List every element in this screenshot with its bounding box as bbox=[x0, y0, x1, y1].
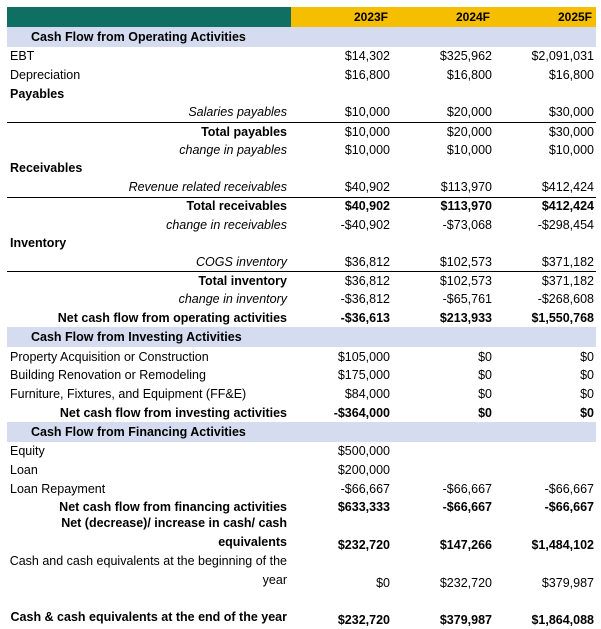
table-row bbox=[7, 215, 596, 234]
cell-value: $412,424 bbox=[541, 180, 594, 195]
year-header: 2023F bbox=[291, 7, 392, 27]
cell-value: $36,812 bbox=[344, 254, 390, 269]
table-row bbox=[7, 178, 596, 197]
cell-value: $105,000 bbox=[337, 349, 390, 364]
cell-value: $633,333 bbox=[337, 500, 390, 515]
cell-value: $1,484,102 bbox=[531, 538, 594, 553]
section-title: Cash Flow from Operating Activities bbox=[31, 30, 246, 44]
row-label: Salaries payables bbox=[188, 105, 287, 120]
row-label: Depreciation bbox=[10, 68, 81, 83]
cell-value: $40,902 bbox=[344, 199, 390, 214]
subheading-label: Inventory bbox=[10, 236, 67, 251]
cell-value: $371,182 bbox=[541, 254, 594, 269]
section-title: Cash Flow from Investing Activities bbox=[31, 330, 242, 345]
cell-value: $0 bbox=[376, 575, 390, 590]
summary-row bbox=[7, 554, 596, 591]
row-label: Cash & cash equivalents at the end of the year bbox=[10, 609, 287, 624]
year-header: 2024F bbox=[392, 7, 494, 27]
total-row bbox=[7, 197, 596, 216]
row-label: Building Renovation or Remodeling bbox=[10, 368, 206, 383]
header-row bbox=[7, 7, 596, 27]
table-row bbox=[7, 442, 596, 461]
table-row bbox=[7, 366, 596, 385]
cell-value: $232,720 bbox=[337, 612, 390, 627]
row-label: Equity bbox=[10, 444, 45, 459]
table-row bbox=[7, 103, 596, 122]
cell-value: $113,970 bbox=[440, 199, 492, 214]
table-row bbox=[7, 461, 596, 480]
subheading-row bbox=[7, 84, 596, 103]
subheading-label: Payables bbox=[10, 86, 65, 101]
cell-value: -$66,667 bbox=[544, 500, 594, 515]
table-row bbox=[7, 347, 596, 366]
cell-value: -$66,667 bbox=[340, 481, 390, 496]
row-label: Furniture, Fixtures, and Equipment (FF&E) bbox=[10, 387, 247, 402]
cell-value: $213,933 bbox=[439, 310, 492, 325]
net-total-row bbox=[7, 403, 596, 422]
row-label: Loan Repayment bbox=[10, 481, 106, 496]
cell-value: $36,812 bbox=[344, 274, 390, 289]
cell-value: $10,000 bbox=[446, 142, 492, 157]
table-row bbox=[7, 140, 596, 159]
cell-value: $232,720 bbox=[439, 575, 492, 590]
cell-value: $16,800 bbox=[446, 68, 492, 83]
summary-row bbox=[7, 517, 596, 554]
row-label: EBT bbox=[10, 49, 35, 64]
cell-value: $16,800 bbox=[344, 68, 390, 83]
section-title: Cash Flow from Financing Activities bbox=[31, 425, 246, 440]
cell-value: -$66,667 bbox=[442, 500, 492, 515]
cell-value: $200,000 bbox=[337, 463, 390, 478]
cell-value: $20,000 bbox=[446, 105, 492, 120]
table-row bbox=[7, 253, 596, 272]
row-label: Revenue related receivables bbox=[128, 180, 287, 195]
cell-value: -$66,667 bbox=[544, 481, 594, 496]
row-label: Loan bbox=[10, 463, 38, 478]
net-total-row bbox=[7, 309, 596, 328]
cell-value: $30,000 bbox=[548, 105, 594, 120]
year-header: 2025F bbox=[494, 7, 596, 27]
cell-value: -$36,613 bbox=[340, 310, 390, 325]
cell-value: $84,000 bbox=[344, 387, 390, 402]
cell-value: $14,302 bbox=[344, 49, 390, 64]
cell-value: $2,091,031 bbox=[531, 49, 594, 64]
cell-value: $20,000 bbox=[446, 124, 492, 139]
cell-value: $30,000 bbox=[548, 124, 594, 139]
row-label: Net cash flow from investing activities bbox=[59, 405, 287, 420]
cell-value: -$66,667 bbox=[442, 481, 492, 496]
cell-value: $379,987 bbox=[541, 575, 594, 590]
row-label: Total receivables bbox=[186, 199, 287, 214]
table-row bbox=[7, 66, 596, 85]
cell-value: $379,987 bbox=[439, 612, 492, 627]
cell-value: $175,000 bbox=[337, 368, 390, 383]
cell-value: $10,000 bbox=[344, 105, 390, 120]
cell-value: $500,000 bbox=[337, 444, 390, 459]
cell-value: $1,550,768 bbox=[531, 310, 594, 325]
cell-value: $0 bbox=[478, 387, 492, 402]
section-header-investing bbox=[7, 327, 596, 347]
summary-row bbox=[7, 592, 596, 629]
section-header-financing bbox=[7, 422, 596, 442]
row-label: Net cash flow from operating activities bbox=[57, 310, 287, 325]
cell-value: -$40,902 bbox=[340, 217, 390, 232]
subheading-row bbox=[7, 234, 596, 253]
row-label: change in receivables bbox=[166, 217, 287, 232]
cell-value: $0 bbox=[478, 405, 492, 420]
cell-value: $371,182 bbox=[541, 274, 594, 289]
cell-value: $0 bbox=[478, 349, 492, 364]
cell-value: $147,266 bbox=[439, 538, 492, 553]
row-label: COGS inventory bbox=[195, 254, 287, 269]
cell-value: $40,902 bbox=[344, 180, 390, 195]
header-blank-cell bbox=[7, 7, 291, 27]
total-row bbox=[7, 271, 596, 290]
cell-value: -$298,454 bbox=[537, 217, 594, 232]
row-label: Property Acquisition or Construction bbox=[10, 349, 209, 364]
row-label: Net (decrease)/ increase in cash/ cash equivalents bbox=[61, 516, 287, 550]
cell-value: $102,573 bbox=[439, 254, 492, 269]
cell-value: $102,573 bbox=[439, 274, 492, 289]
cell-value: $0 bbox=[580, 368, 594, 383]
row-label: Cash and cash equivalents at the beginning of the year bbox=[9, 553, 287, 587]
cell-value: $412,424 bbox=[541, 199, 594, 214]
cell-value: $0 bbox=[478, 368, 492, 383]
cell-value: -$36,812 bbox=[340, 292, 390, 307]
cell-value: -$65,761 bbox=[442, 292, 492, 307]
cell-value: $232,720 bbox=[337, 538, 390, 553]
row-label: change in payables bbox=[179, 142, 287, 157]
cell-value: $1,864,088 bbox=[531, 612, 594, 627]
table-row bbox=[7, 290, 596, 309]
cell-value: $0 bbox=[580, 387, 594, 402]
cell-value: $325,962 bbox=[439, 49, 492, 64]
cell-value: $0 bbox=[580, 349, 594, 364]
total-row bbox=[7, 122, 596, 141]
cell-value: -$73,068 bbox=[442, 217, 492, 232]
cash-flow-table bbox=[7, 7, 596, 629]
section-header-operating bbox=[7, 27, 596, 47]
cell-value: -$268,608 bbox=[537, 292, 594, 307]
cell-value: $10,000 bbox=[548, 142, 594, 157]
table-row bbox=[7, 47, 596, 66]
cell-value: -$364,000 bbox=[333, 405, 390, 420]
row-label: Total inventory bbox=[198, 274, 287, 289]
row-label: Total payables bbox=[201, 124, 287, 139]
table-row bbox=[7, 385, 596, 404]
cell-value: $10,000 bbox=[344, 142, 390, 157]
cell-value: $10,000 bbox=[344, 124, 390, 139]
cell-value: $16,800 bbox=[548, 68, 594, 83]
row-label: Net cash flow from financing activities bbox=[59, 500, 287, 515]
table-row bbox=[7, 479, 596, 498]
subheading-label: Receivables bbox=[10, 161, 83, 176]
subheading-row bbox=[7, 159, 596, 178]
row-label: change in inventory bbox=[178, 292, 287, 307]
cell-value: $0 bbox=[580, 405, 594, 420]
cell-value: $113,970 bbox=[440, 180, 492, 195]
